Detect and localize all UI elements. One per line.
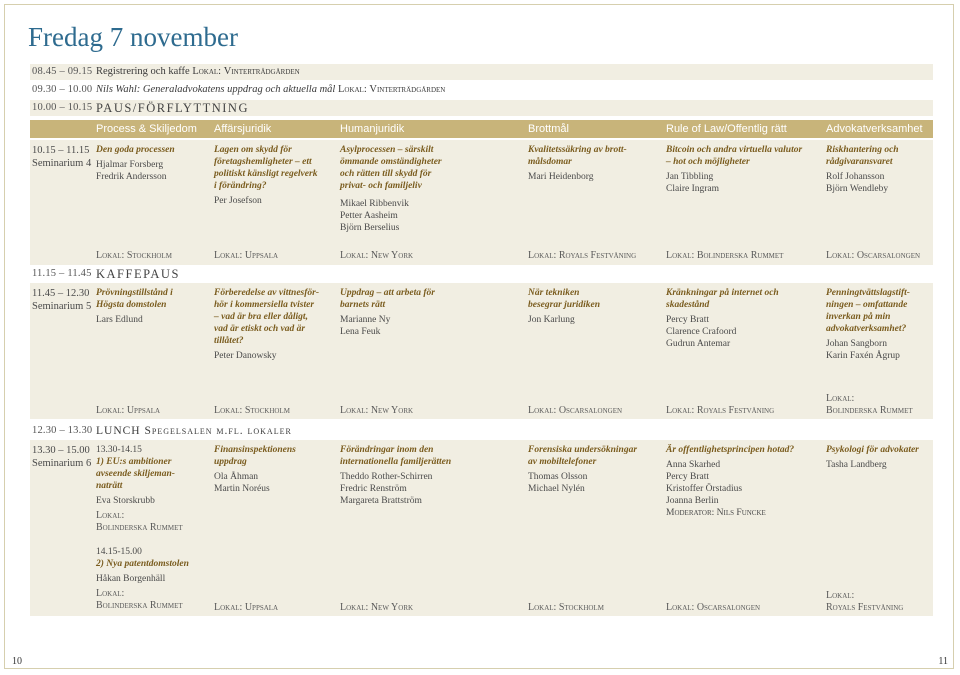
row-text: LUNCH Spegelsalen m.fl. lokaler: [96, 425, 292, 437]
page-number-left: 10: [12, 656, 22, 667]
session-cell: Prövningstillstånd i Högsta domstolen Lars Edlund: [96, 288, 173, 325]
seminar-name: Seminarium 5: [32, 301, 92, 312]
page-number-right: 11: [938, 656, 948, 667]
location: Lokal: Royals Festvåning: [666, 405, 775, 416]
location: Lokal: Stockholm: [528, 602, 604, 613]
schedule-row-keynote: [30, 82, 933, 98]
session-cell: Den goda processen Hjalmar Forsberg Fredrik Andersson: [96, 145, 175, 182]
session-cell: Kvalitetssäkring av brott- målsdomar Mari Heidenborg: [528, 145, 627, 182]
seminar-5: [30, 283, 933, 419]
session-cell: Kränkningar på internet och skadestånd Percy Bratt Clarence Crafoord Gudrun Antemar: [666, 288, 779, 349]
track-affarsjuridik: Affärsjuridik: [214, 123, 272, 135]
location: Lokal: Stockholm: [214, 405, 290, 416]
schedule-row-lunch: [30, 423, 933, 439]
session-cell: När tekniken besegrar juridiken Jon Karlung: [528, 288, 601, 325]
row-text: Nils Wahl: Generaladvokatens uppdrag och aktuella mål: [96, 84, 336, 95]
location: Lokal: Bolinderska Rummet: [826, 393, 913, 416]
location: Lokal: Uppsala: [214, 250, 279, 261]
time: 13.30 – 15.00: [32, 445, 90, 456]
location: Lokal: Bolinderska Rummet: [666, 250, 784, 261]
location: Vinterträdgården: [369, 84, 446, 95]
time: 11.15 – 11.45: [32, 268, 92, 279]
location-label: Lokal:: [192, 66, 222, 77]
location: Lokal: Oscarsalongen: [666, 602, 761, 613]
location: Lokal: New York: [340, 250, 414, 261]
session-cell: Psykologi för advokater Tasha Landberg: [826, 445, 919, 470]
seminar-4: [30, 140, 933, 265]
track-advokatverksamhet: Advokatverksamhet: [826, 123, 923, 135]
track-brottmal: Brottmål: [528, 123, 569, 135]
session-cell: Forensiska undersökningar av mobiltelefoner Thomas Olsson Michael Nylén: [528, 445, 638, 494]
session-cell: Uppdrag – att arbeta för barnets rätt Marianne Ny Lena Feuk: [340, 288, 435, 337]
time: 10.00 – 10.15: [32, 102, 93, 113]
seminar-name: Seminarium 4: [32, 158, 92, 169]
location: Lokal: Royals Festvåning: [826, 590, 904, 613]
location-label: Lokal:: [337, 84, 367, 95]
page-title: Fredag 7 november: [28, 22, 238, 52]
session-cell: Lagen om skydd för företagshemligheter – ett politiskt känsligt regelverk i förändring? Per Josefson: [214, 145, 318, 206]
schedule-row-registration: [30, 64, 933, 80]
schedule-row-pause: [30, 100, 933, 116]
seminar-6: [30, 440, 933, 616]
row-text: PAUS/FÖRFLYTTNING: [96, 101, 249, 115]
track-rule-of-law: Rule of Law/Offentlig rätt: [666, 123, 787, 135]
session-cell: Bitcoin och andra virtuella valutor – hot och möjligheter Jan Tibbling Claire Ingram: [666, 145, 803, 194]
row-text: KAFFEPAUS: [96, 267, 180, 281]
location: Lokal: New York: [340, 602, 414, 613]
session-cell: Förändringar inom den internationella familjerätten Theddo Rother-Schirren Fredric Renström Margareta Brattström: [340, 445, 452, 506]
location: Lokal: Uppsala: [214, 602, 279, 613]
session-cell: Penningtvättslagstift- ningen – omfattande inverkan på min advokatverksamhet? Johan Sangborn Karin Faxén Ågrup: [826, 288, 910, 361]
location: Lokal: Royals Festvåning: [528, 250, 637, 261]
time: 09.30 – 10.00: [32, 84, 93, 95]
location: Lokal: Uppsala: [96, 405, 161, 416]
location: Lokal: Stockholm: [96, 250, 172, 261]
location: Vinterträdgården: [223, 66, 300, 77]
track-header: [30, 120, 933, 138]
track-humanjuridik: Humanjuridik: [340, 123, 405, 135]
location: Lokal: Oscarsalongen: [826, 250, 921, 261]
track-process: Process & Skiljedom: [96, 123, 197, 135]
time: 10.15 – 11.15: [32, 145, 90, 156]
session-cell: 13.30-14.15 1) EU:s ambitioner avseende skiljeman- naträtt Eva Storskrubb Lokal: Bolinderska Rummet 14.15-15.00 2) Nya patentdomstolen Håkan Borgenhäll Lokal: Bolinderska Rummet: [96, 445, 189, 611]
time: 12.30 – 13.30: [32, 425, 93, 436]
seminar-name: Seminarium 6: [32, 458, 92, 469]
session-cell: Förberedelse av vittnesför- hör i kommersiella tvister – vad är bra eller dåligt, vad är etiskt och vad är tillåtet? Peter Danowsky: [214, 288, 320, 361]
location: Lokal: Oscarsalongen: [528, 405, 623, 416]
location: Lokal: New York: [340, 405, 414, 416]
row-text: Registrering och kaffe: [96, 66, 190, 77]
session-cell: Finansinspektionens uppdrag Ola Åhman Martin Noréus: [214, 445, 296, 494]
session-cell: Asylprocessen – särskilt ömmande omständigheter och rätten till skydd för privat- och familjeliv Mikael Ribbenvik Petter Aasheim Björn Berselius: [340, 145, 442, 233]
schedule-row-coffee: [30, 266, 933, 282]
time: 11.45 – 12.30: [32, 288, 90, 299]
session-cell: Är offentlighetsprincipen hotad? Anna Skarhed Percy Bratt Kristoffer Örstadius Joanna Berlin Moderator: Nils Funcke: [666, 445, 795, 518]
time: 08.45 – 09.15: [32, 66, 93, 77]
session-cell: Riskhantering och rådgivaransvaret Rolf Johansson Björn Wendleby: [826, 145, 899, 194]
